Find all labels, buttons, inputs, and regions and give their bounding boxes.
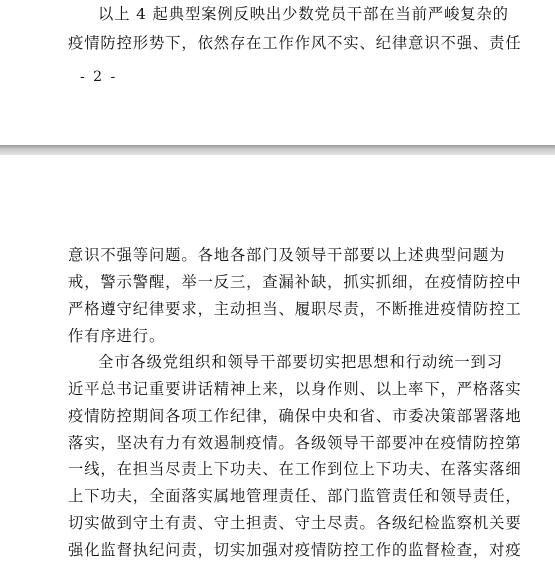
page-separator [0,145,555,155]
document-page-upper [0,0,555,145]
text-line: 作有序进行。 [68,327,166,345]
text-line: 近平总书记重要讲话精神上来，以身作则、以上率下，严格落实 [68,380,522,398]
text-line: 落实，坚决有力有效遏制疫情。各级领导干部要冲在疫情防控第 [68,434,522,452]
text-line: 上下功夫，全面落实属地管理责任、部门监管责任和领导责任， [68,487,522,505]
text-line: 切实做到守土有责、守土担责、守土尽责。各级纪检监察机关要 [68,514,522,532]
text-line: 意识不强等问题。各地各部门及领导干部要以上述典型问题为 [68,246,506,264]
text-line: 一线，在担当尽责上下功夫、在工作到位上下功夫、在落实落细 [68,460,522,478]
text-line: 强化监督执纪问责，切实加强对疫情防控工作的监督检查，对疫 [68,541,522,559]
text-line: 全市各级党组织和领导干部要切实把思想和行动统一到习 [98,353,503,371]
document-page-lower [0,155,555,578]
text-line: 戒，警示警醒，举一反三，查漏补缺，抓实抓细，在疫情防控中 [68,273,522,291]
text-line: 严格遵守纪律要求，主动担当、履职尽责，不断推进疫情防控工 [68,300,522,318]
text-line: 疫情防控期间各项工作纪律，确保中央和省、市委决策部署落地 [68,407,522,425]
text-line: 疫情防控形势下，依然存在工作作风不实、纪律意识不强、责任 [68,34,522,52]
page-number: - 2 - [80,69,118,85]
text-line: 以上 4 起典型案例反映出少数党员干部在当前严峻复杂的 [98,5,509,23]
